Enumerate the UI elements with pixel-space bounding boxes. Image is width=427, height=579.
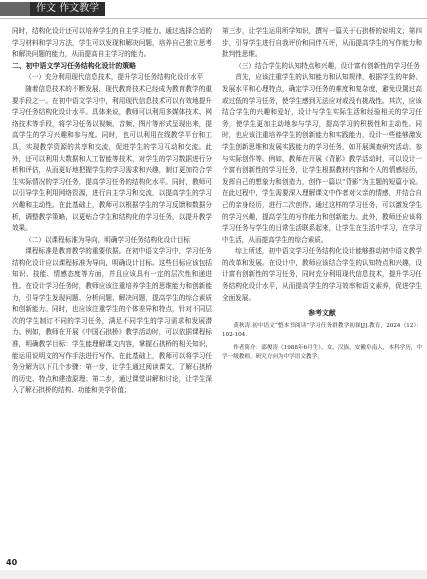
paragraph: 课程标准是教育教学的重要依据。在初中语文学习中，学习任务结构化设计应以课程标准为导向，明确设计目标。这些目标应该包括知识、技能、情感态度等方面，并且应该具有一定的层次性和递进性。在设计学习任务时，教师应该注重培养学生的思维能力和创新能力，引导学生发现问题、分析问题、解决问题，提高学生的综合素质和创新能力。同时，也应该注重学生的个体差异和特点，针对不同层次的学生制订不同的学习任务，满足不同学生的学习需求和发展潜力。例如，教师在开展《中国石拱桥》教学活动时，可以依据课程标准，明确教学目标：学生能理解课文内容，掌握石拱桥的相关知识，能运用说明文的写作手法进行写作。在此基础上，教师可以将学习任务分解为以下几个步骤：第一步，让学生通过阅读课文，了解石拱桥的历史、特点和建造原理；第二步，通过课堂讲解和讨论，让学生深入了解石拱桥的结构、功能和美学价值；: [12, 247, 212, 395]
header-title: 作文教学: [59, 3, 100, 14]
header-divider: [0, 18, 427, 19]
paragraph: 随着信息技术的不断发展，现代教育技术已经成为教育教学的重要手段之一。在初中语文学习中，利用现代信息技术可以有效地提升学习任务结构化设计水平。具体来说，教师可以利用多媒体技术、网络技术等手段，将学习任务以视频、音频、图片等形式呈现出来，提高学生的学习兴趣和参与度。同时，也可以利用在线教学平台和工具，实现教学资源的共享和交流，促进学生的学习互动和交流。此外，还可以利用大数据和人工智能等技术，对学生的学习数据进行分析和评估，从而更好地把握学生的学习需求和兴趣，制订更加符合学生实际情况的学习任务，提高学习任务的结构化水平。同时，教师可以引导学生利用网络资源，进行自主学习和交流，以提高学生的学习兴趣和主动性。在此基础上，教师可以根据学生的学习反馈和数据分析，调整教学策略，以更贴合学生和结构化的学习任务，以提升教学效果。: [12, 84, 212, 233]
subsection-heading: （一）充分利用现代信息技术，提升学习任务结构化设计水平: [25, 73, 204, 82]
section-heading: 二、初中语文学习任务结构化设计的策略: [12, 61, 137, 70]
paragraph: 同时，结构化设计还可以培养学生的自主学习能力。通过选择合适的学习材料和学习方法，学生可以发现和解决问题，培养自己独立思考和解决问题的能力，从而提高自主学习的能力。: [12, 27, 212, 59]
page-number: 40: [6, 558, 18, 567]
paragraph: 综上所述，初中语文学习任务结构化设计能够推动初中语文教学的改革和发展。在设计中，教师应该结合学生的认知特点和兴趣，设计富有创新性的学习任务，同时充分利用现代信息技术，提升学习任务结构化设计水平，从而提高学生的学习效率和语文素养，促进学生全面发展。: [222, 247, 422, 302]
header-logo: 作文: [36, 3, 56, 14]
paragraph: 第三步，让学生运用所学知识，撰写一篇关于石拱桥的说明文；第四步，引导学生进行自我评价和同伴互评，从而提高学生的写作能力和批判性思维。: [222, 27, 422, 59]
paragraph: 首先，应该注重学生的认知能力和认知规律，根据学生的年龄、发展水平和心理特点，确定学习任务的难度和复杂度，避免设置过高或过低的学习任务，使学生感到无法应对或没有挑战性。其次，应该结合学生的兴趣和爱好，设计与学生实际生活和经验相关的学习任务，使学生更加主动地参与学习，提高学习的积极性和主动性。同时，也应该注重培养学生的创新能力和实践能力，设计一些能够激发学生创新思维和发展实践能力的学习任务，如开展调查研究活动、参与实际创作等。例如，教师在开展《背影》教学活动时，可以设计一个富有创新性的学习任务，让学生根据教材内容和个人的情感经历，发挥自己的想象力和创造力，创作一篇以“背影”为主题的短篇小说。在此过程中，学生需要深入理解课文中作者对父亲的情感，并结合自己的亲身经历，进行二次创作。通过这样的学习任务，可以激发学生的学习兴趣，提高学生的写作能力和创新能力。此外，教师还应该将学习任务与学生的日常生活联系起来，让学生在生活中学习，在学习中生活，从而提高学生的综合素质。: [222, 73, 422, 244]
subsection-heading: （二）以课程标准为导向，明确学习任务结构化设计目标: [25, 235, 191, 244]
left-column: [12, 26, 212, 397]
page-header: [0, 0, 427, 18]
header-accent-bar: [0, 2, 30, 16]
header-section-title: [30, 2, 105, 16]
footer-bar: [0, 570, 427, 579]
subsection-heading: （三）结合学生的认知特点和兴趣，设计富有创新性的学习任务: [235, 61, 420, 70]
reference-item: 黄秋涛.初中语文“整本书阅读”学习任务群教学初探[J].教育，2024（12）：102-104.: [222, 322, 422, 339]
right-column: [222, 26, 422, 363]
author-bio: 作者简介：邵俊涛（1988年6月生），女，汉族，安徽阜南人，本科学历，中学一级教师，研究方向为中学语文教学。: [222, 345, 422, 361]
references-title: 参考文献: [308, 309, 336, 318]
